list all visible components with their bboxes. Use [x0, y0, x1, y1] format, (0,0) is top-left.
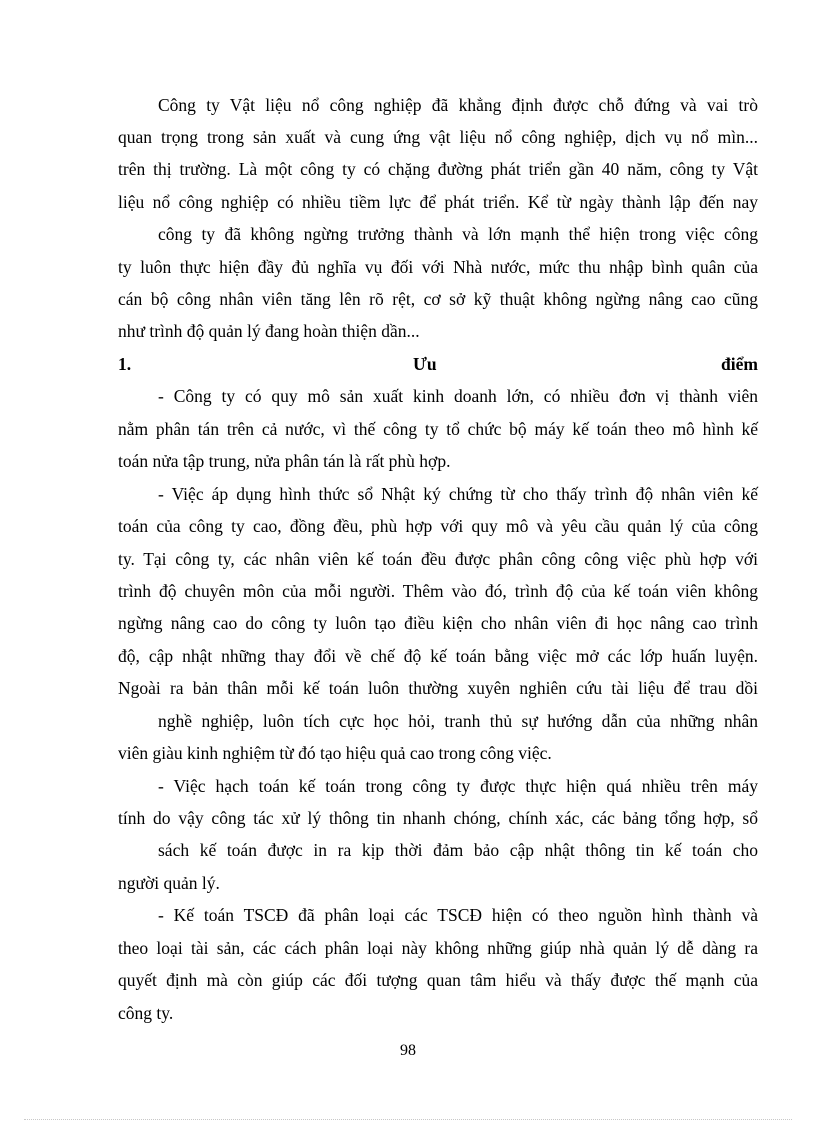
paragraph-line: cán bộ công nhân viên tăng lên rõ rệt, cơ sở kỹ thuật không ngừng nâng cao cũng: [118, 289, 758, 309]
section-heading: [118, 348, 758, 380]
paragraph-line: công ty đã không ngừng trưởng thành và lớn mạnh thể hiện trong việc công: [158, 224, 758, 244]
page-number: 98: [400, 1042, 416, 1059]
paragraph-line: - Việc hạch toán kế toán trong công ty được thực hiện quá nhiều trên máy: [158, 776, 758, 796]
paragraph-line: ty. Tại công ty, các nhân viên kế toán đều được phân công công việc phù hợp với: [118, 549, 758, 569]
paragraph-line: quyết định mà còn giúp các đối tượng quan tâm hiểu và thấy được thế mạnh của: [118, 970, 758, 990]
paragraph-line: toán của công ty cao, đồng đều, phù hợp với quy mô và yêu cầu quản lý của công: [118, 516, 758, 536]
paragraph-line: nằm phân tán trên cả nước, vì thế công ty tổ chức bộ máy kế toán theo mô hình kế: [118, 419, 758, 439]
paragraph-line: viên giàu kinh nghiệm từ đó tạo hiệu quả cao trong công việc.: [118, 743, 552, 763]
paragraph-line: trên thị trường. Là một công ty có chặng đường phát triển gần 40 năm, công ty Vật: [118, 159, 758, 179]
heading-word: điểm: [721, 354, 758, 374]
paragraph-line: độ, cập nhật những thay đổi về chế độ kế toán bằng việc mở các lớp huấn luyện.: [118, 646, 758, 666]
paragraph-line: Ngoài ra bản thân mỗi kế toán luôn thường xuyên nghiên cứu tài liệu để trau dồi: [118, 678, 758, 698]
paragraph-line: công ty.: [118, 1003, 174, 1023]
paragraph-line: trình độ chuyên môn của mỗi người. Thêm vào đó, trình độ của kế toán viên không: [118, 581, 758, 601]
paragraph-line: như trình độ quản lý đang hoàn thiện dần...: [118, 321, 420, 341]
paragraph-line: toán nửa tập trung, nửa phân tán là rất phù hợp.: [118, 451, 451, 471]
page-break-divider: [24, 1119, 792, 1120]
paragraph-line: tính do vậy công tác xử lý thông tin nhanh chóng, chính xác, các bảng tổng hợp, sổ: [118, 808, 758, 828]
paragraph-line: người quản lý.: [118, 873, 220, 893]
paragraph-line: quan trọng trong sản xuất và cung ứng vật liệu nổ công nghiệp, dịch vụ nổ mìn...: [118, 127, 758, 147]
paragraph-line: sách kế toán được in ra kịp thời đảm bảo cập nhật thông tin kế toán cho: [158, 840, 758, 860]
paragraph-line: theo loại tài sản, các cách phân loại này không những giúp nhà quản lý dễ dàng ra: [118, 938, 758, 958]
paragraph-line: liệu nổ công nghiệp có nhiều tiềm lực để phát triển. Kể từ ngày thành lập đến nay: [118, 192, 758, 212]
paragraph-line: ngừng nâng cao do công ty luôn tạo điều kiện cho nhân viên đi học nâng cao trình: [118, 613, 758, 633]
paragraph-line: - Việc áp dụng hình thức sổ Nhật ký chứng từ cho thấy trình độ nhân viên kế: [158, 484, 758, 504]
paragraph-line: - Kế toán TSCĐ đã phân loại các TSCĐ hiện có theo nguồn hình thành và: [158, 905, 758, 925]
heading-number: 1.: [118, 354, 132, 374]
paragraph-line: - Công ty có quy mô sản xuất kinh doanh lớn, có nhiều đơn vị thành viên: [158, 386, 758, 406]
paragraph-line: nghề nghiệp, luôn tích cực học hỏi, tranh thủ sự hướng dẫn của những nhân: [158, 711, 758, 731]
paragraph-line: ty luôn thực hiện đầy đủ nghĩa vụ đối với Nhà nước, mức thu nhập bình quân của: [118, 257, 758, 277]
heading-word: Ưu: [413, 354, 437, 374]
paragraph-line: Công ty Vật liệu nổ công nghiệp đã khẳng định được chỗ đứng và vai trò: [158, 95, 758, 115]
